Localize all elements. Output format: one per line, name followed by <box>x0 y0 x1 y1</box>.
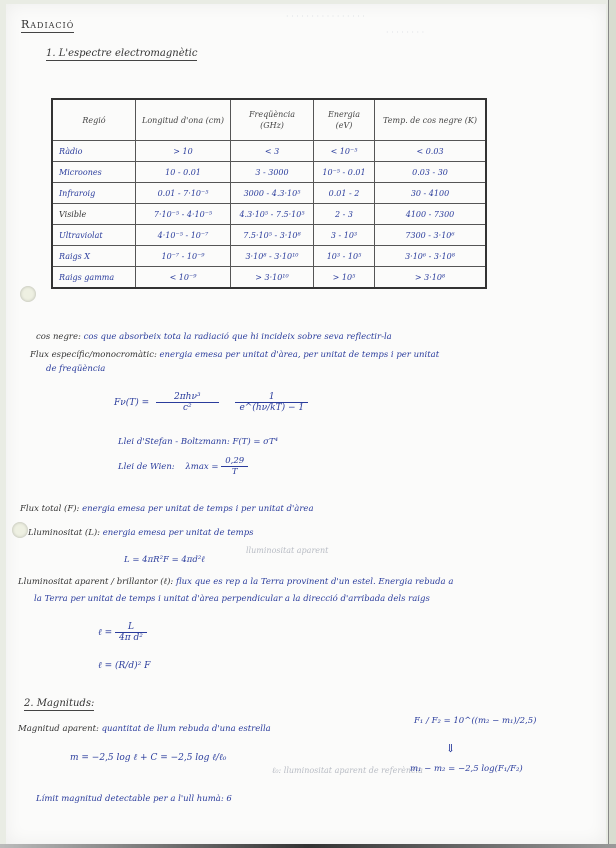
table-row <box>52 183 486 204</box>
cell-temperature: > 3·10⁸ <box>375 267 487 289</box>
flux-especific-text-cont: de freqüència <box>46 364 106 374</box>
header-energy: Energia (eV) <box>314 99 375 141</box>
lluminositat-label: Lluminositat (L): <box>28 528 101 538</box>
cell-region: Ràdio <box>52 141 136 162</box>
cell-region: Raigs gamma <box>52 267 136 289</box>
table-row <box>52 267 486 289</box>
aparent-text-cont: la Terra per unitat de temps i unitat d'àrea perpendicular a la direcció d'arribada dels raigs <box>34 594 430 604</box>
cell-frequency: 3000 - 4.3·10⁵ <box>231 183 314 204</box>
lluminositat-pencil-note: lluminositat aparent <box>246 546 329 555</box>
cell-region: Infraroig <box>52 183 136 204</box>
cell-energy: 10⁻⁵ - 0.01 <box>314 162 375 183</box>
cos-negre-label: cos negre: <box>36 332 81 342</box>
document-title: Radiació <box>21 18 75 31</box>
implies-arrow-icon: ⇓ <box>446 742 456 755</box>
definition-magnitud-aparent <box>18 724 271 734</box>
cell-wavelength: 0.01 - 7·10⁻⁵ <box>136 183 231 204</box>
planck-fraction-2: $\frac{1}{e\^{}(h\nu/kT) - 1}$ <box>235 392 308 413</box>
stefan-formula: F(T) = σT⁴ <box>232 437 279 447</box>
cell-temperature: 7300 - 3·10⁶ <box>375 225 487 246</box>
table-row <box>52 162 486 183</box>
header-temperature: Temp. de cos negre (K) <box>375 99 487 141</box>
cell-temperature: 0.03 - 30 <box>375 162 487 183</box>
cell-wavelength: 10⁻⁷ - 10⁻⁹ <box>136 246 231 267</box>
scanned-page <box>6 4 606 844</box>
aparent-text: flux que es rep a la Terra provinent d'un estel. Energia rebuda a <box>175 577 454 587</box>
cell-region: Microones <box>52 162 136 183</box>
cell-temperature: < 0.03 <box>375 141 487 162</box>
wien-label: Llei de Wien: <box>118 462 175 472</box>
cell-wavelength: 7·10⁻⁵ - 4·10⁻⁵ <box>136 204 231 225</box>
table-row <box>52 204 486 225</box>
planck-fraction-1: $\frac{\text{2πhν³}}{\text{c²}}$ <box>156 392 219 413</box>
header-frequency: Freqüència (GHz) <box>231 99 314 141</box>
electromagnetic-spectrum-table <box>51 98 487 289</box>
cell-region: Ultraviolat <box>52 225 136 246</box>
aparent-label: Lluminositat aparent / brillantor (ℓ): <box>18 577 174 587</box>
header-wavelength: Longitud d'ona (cm) <box>136 99 231 141</box>
scan-edge-right <box>608 0 616 848</box>
lluminositat-text: energia emesa per unitat de temps <box>102 528 254 538</box>
definition-flux-total <box>20 504 314 514</box>
binder-hole-icon <box>12 522 28 538</box>
lluminositat-formula: L = 4πR²F = 4πd²ℓ <box>124 555 205 565</box>
cell-energy: 0.01 - 2 <box>314 183 375 204</box>
cell-energy: 2 - 3 <box>314 204 375 225</box>
cell-wavelength: 10 - 0.01 <box>136 162 231 183</box>
section-2-heading: 2. Magnituds: <box>24 698 95 709</box>
cell-temperature: 4100 - 7300 <box>375 204 487 225</box>
cos-negre-text: cos que absorbeix tota la radiació que hi incideix sobre seva reflectir-la <box>83 332 392 342</box>
cell-energy: 10³ - 10⁵ <box>314 246 375 267</box>
wien-law <box>118 456 248 477</box>
cell-frequency: 3·10⁸ - 3·10¹⁰ <box>231 246 314 267</box>
cell-wavelength: < 10⁻⁹ <box>136 267 231 289</box>
scan-edge-bottom <box>0 844 616 848</box>
magnitude-difference-formula: m₁ − m₂ = −2,5 log(F₁/F₂) <box>410 764 523 774</box>
brillantor-formula-2: ℓ = (R/d)² F <box>98 661 151 671</box>
cell-wavelength: 4·10⁻⁵ - 10⁻⁷ <box>136 225 231 246</box>
definition-cos-negre <box>36 332 392 342</box>
bleed-through-text: · · · · · · · · · · · · · · · · <box>286 12 365 21</box>
definition-lluminositat <box>28 528 254 538</box>
stefan-label: Llei d'Stefan - Boltzmann: <box>118 437 230 447</box>
table-row <box>52 225 486 246</box>
table-row <box>52 141 486 162</box>
cell-energy: < 10⁻⁵ <box>314 141 375 162</box>
cell-frequency: 3 - 3000 <box>231 162 314 183</box>
definition-flux-especific <box>30 350 439 360</box>
wien-lhs: λmax = <box>185 462 219 472</box>
flux-especific-label: Flux específic/monocromàtic: <box>30 350 157 360</box>
definition-lluminositat-aparent <box>18 576 453 587</box>
cell-frequency: 7.5·10⁵ - 3·10⁸ <box>231 225 314 246</box>
cell-frequency: 4.3·10⁵ - 7.5·10⁵ <box>231 204 314 225</box>
magnitud-pencil-note: ℓ₀: lluminositat aparent de referència <box>272 766 423 775</box>
planck-lhs: Fν(T) = <box>114 398 150 408</box>
cell-frequency: < 3 <box>231 141 314 162</box>
magnitud-label: Magnitud aparent: <box>18 724 99 734</box>
table-row <box>52 246 486 267</box>
magnitud-formula: m = −2,5 log ℓ + C = −2,5 log ℓ/ℓ₀ <box>70 753 227 763</box>
cell-temperature: 30 - 4100 <box>375 183 487 204</box>
bleed-through-text: · · · · · · · · <box>386 28 425 37</box>
flux-ratio-formula: F₁ / F₂ = 10^((m₂ − m₁)/2,5) <box>414 716 537 726</box>
binder-hole-icon <box>20 286 36 302</box>
flux-especific-text: energia emesa per unitat d'àrea, per unitat de temps i per unitat <box>159 350 440 360</box>
cell-energy: > 10⁵ <box>314 267 375 289</box>
flux-total-text: energia emesa per unitat de temps i per unitat d'àrea <box>82 504 314 514</box>
header-region: Regió <box>52 99 136 141</box>
brillantor-formula-1: ℓ = $\frac{L}{\text{4π d²}}$ <box>98 622 147 643</box>
cell-energy: 3 - 10³ <box>314 225 375 246</box>
cell-region: Visible <box>52 204 136 225</box>
table-header-row <box>52 99 486 141</box>
wien-fraction: $\frac{0,29}{T}$ <box>221 456 248 477</box>
planck-formula <box>114 392 308 413</box>
stefan-boltzmann-law <box>118 437 278 447</box>
cell-region: Raigs X <box>52 246 136 267</box>
section-1-heading: 1. L'espectre electromagnètic <box>46 48 198 59</box>
cell-frequency: > 3·10¹⁰ <box>231 267 314 289</box>
cell-temperature: 3·10⁶ - 3·10⁸ <box>375 246 487 267</box>
cell-wavelength: > 10 <box>136 141 231 162</box>
magnitud-text: quantitat de llum rebuda d'una estrella <box>101 724 271 734</box>
limit-magnitude-text: Límit magnitud detectable per a l'ull humà: 6 <box>36 794 232 804</box>
flux-total-label: Flux total (F): <box>20 504 80 514</box>
